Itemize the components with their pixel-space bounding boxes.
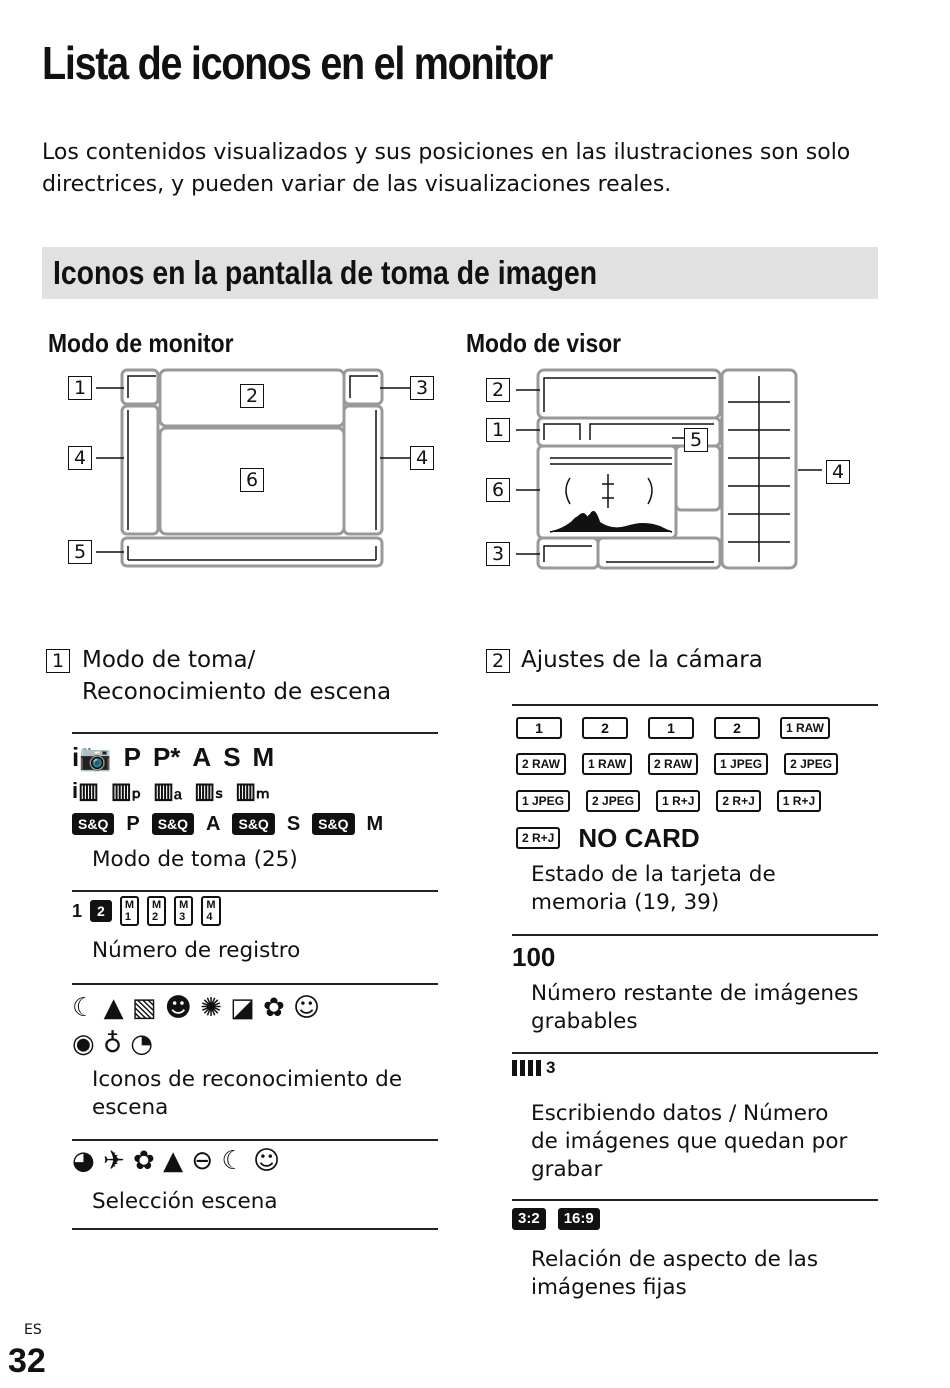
divider — [72, 1228, 438, 1230]
callout-6: 6 — [240, 468, 264, 492]
moving-icon: ◔ — [130, 1029, 153, 1059]
divider — [72, 1139, 438, 1141]
callout-3: 3 — [410, 376, 434, 400]
aspect-16-9-icon: 16:9 — [558, 1208, 600, 1230]
callout-1: 1 — [68, 376, 92, 400]
left-header-line1: Modo de toma/ — [82, 647, 256, 673]
movie-mode-icon: i▥ — [72, 778, 99, 803]
shooting-mode-icons: i📷 P P* A S M i▥ ▥ₚ ▥ₐ ▥ₛ ▥ₘ S&Q P S&Q A S&Q S S&Q M — [72, 741, 384, 835]
remaining-images-desc: Número restante de imágenes grabables — [531, 981, 859, 1034]
vf-callout-6: 6 — [486, 478, 510, 502]
divider — [512, 1199, 878, 1201]
register-number-icons: 1 2 M 1 M 2 M 3 M 4 — [72, 896, 221, 926]
viewfinder-mode-title: Modo de visor — [466, 328, 622, 358]
callout-5: 5 — [68, 540, 92, 564]
callout-4-right: 4 — [410, 446, 434, 470]
divider — [72, 890, 438, 892]
portrait-icon: ☻ — [164, 993, 192, 1023]
divider — [512, 1052, 878, 1054]
page-language: ES — [24, 1322, 42, 1338]
portrait-icon: ◕ — [72, 1146, 95, 1176]
night-portrait-icon: ☺ — [252, 1146, 281, 1176]
writing-data-icon: 3 — [512, 1058, 555, 1078]
memory-card-icons: 1 2 1 2 1 RAW 2 RAW 1 RAW 2 RAW 1 JPEG 2 JPEG 1 JPEG 2 JPEG 1 R+J 2 R+J 1 R+J 2 R+J NO CARD — [516, 710, 876, 856]
vf-callout-4: 4 — [826, 460, 850, 484]
scene-selection-icons — [72, 1144, 280, 1178]
section-title: Iconos en la pantalla de toma de imagen — [53, 254, 598, 291]
shooting-mode-desc: Modo de toma (25) — [92, 847, 298, 872]
divider — [512, 704, 878, 706]
intro-paragraph: Los contenidos visualizados y sus posiciones en las ilustraciones son solo directrices, y pueden variar de las visualizaciones reales. — [42, 140, 851, 197]
landscape-icon: ▲ — [163, 1146, 184, 1176]
no-card-label: NO CARD — [578, 822, 700, 853]
remaining-images-value: 100 — [512, 942, 556, 972]
divider — [72, 983, 438, 985]
right-num: 2 — [486, 649, 510, 673]
scene-recognition-icons — [72, 990, 438, 1062]
vf-callout-1: 1 — [486, 418, 510, 442]
page-number: 32 — [8, 1342, 46, 1380]
low-light-icon: ◪ — [230, 993, 255, 1023]
child-icon: ☺ — [293, 993, 321, 1023]
night-icon: ☾ — [72, 993, 96, 1023]
left-num: 1 — [46, 649, 70, 673]
face-icon: ◉ — [72, 1029, 95, 1059]
landscape-icon: ▲ — [103, 993, 124, 1023]
scene-selection-desc: Selección escena — [92, 1189, 278, 1214]
vf-callout-2: 2 — [486, 378, 510, 402]
callout-2: 2 — [240, 384, 264, 408]
tripod-icon: ♁ — [102, 1029, 122, 1059]
scene-recognition-desc: Iconos de reconocimiento de escena — [92, 1067, 403, 1120]
right-header: Ajustes de la cámara — [521, 647, 763, 673]
intelligent-auto-icon: i📷 — [72, 741, 112, 772]
callout-4-left: 4 — [68, 446, 92, 470]
left-header-line2: Reconocimiento de escena — [82, 679, 392, 705]
memory-card-desc: Estado de la tarjeta de memoria (19, 39) — [531, 862, 776, 915]
viewfinder-mode-diagram — [476, 362, 856, 574]
divider — [72, 732, 438, 734]
macro-icon: ✿ — [133, 1146, 155, 1176]
sports-icon: ✈ — [102, 1146, 125, 1176]
spotlight-icon: ✺ — [200, 993, 222, 1023]
vf-callout-3: 3 — [486, 542, 510, 566]
macro-icon: ✿ — [262, 993, 285, 1023]
writing-data-desc: Escribiendo datos / Número de imágenes que quedan por grabar — [531, 1101, 848, 1182]
night-icon: ☾ — [221, 1146, 245, 1176]
backlight-icon: ▧ — [131, 993, 157, 1023]
register-number-desc: Número de registro — [92, 938, 301, 963]
divider — [512, 934, 878, 936]
vf-callout-5: 5 — [684, 428, 708, 452]
monitor-mode-title: Modo de monitor — [48, 328, 234, 358]
page-title: Lista de iconos en el monitor — [42, 37, 552, 89]
aspect-ratio-icons — [512, 1208, 600, 1230]
sunset-icon: ⊖ — [191, 1146, 214, 1176]
aspect-3-2-icon: 3:2 — [512, 1208, 546, 1230]
aspect-ratio-desc: Relación de aspecto de las imágenes fijas — [531, 1247, 819, 1300]
